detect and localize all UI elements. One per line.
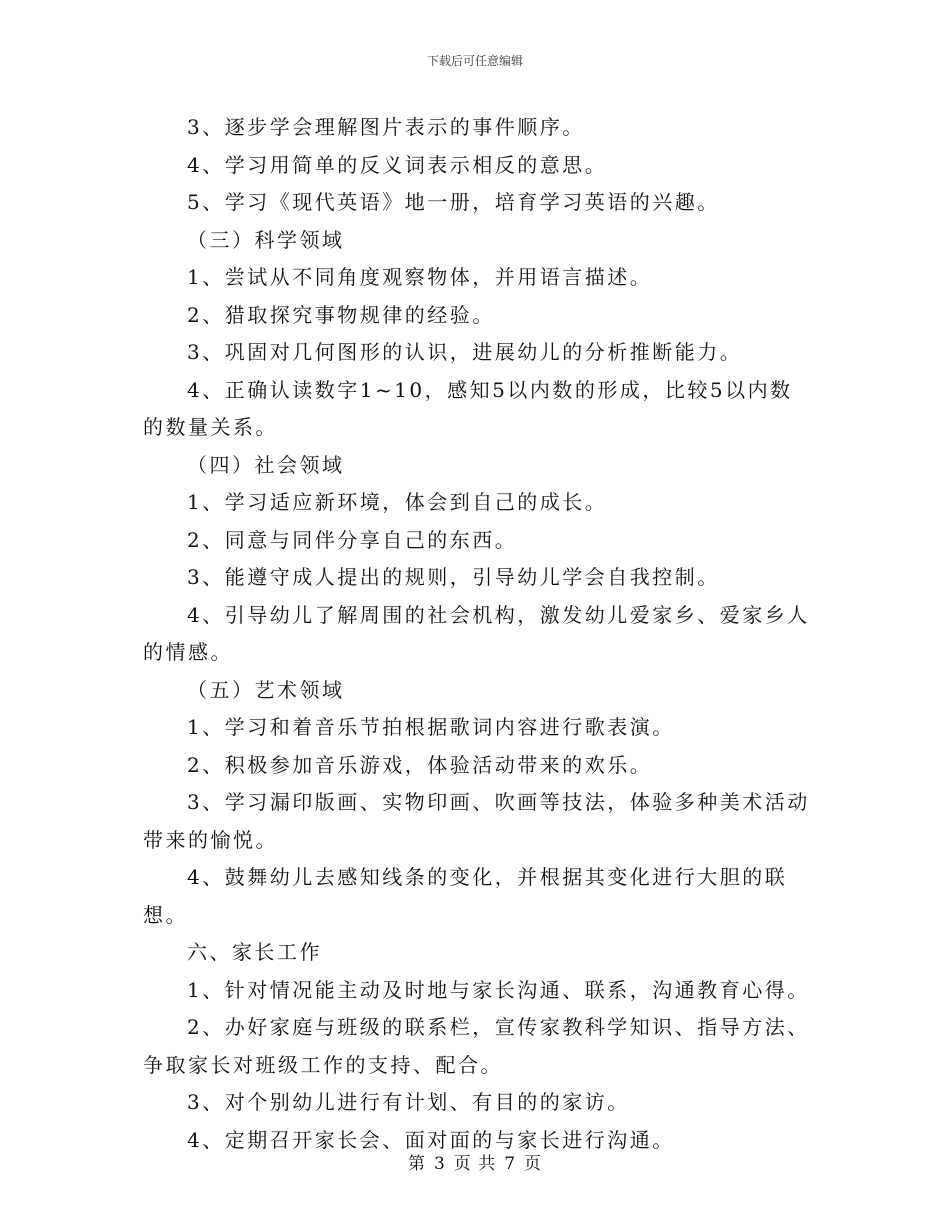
list-item: 2、积极参加音乐游戏，体验活动带来的欢乐。 bbox=[187, 752, 653, 777]
list-item: 1、针对情况能主动及时地与家长沟通、联系，沟通教育心得。 bbox=[187, 977, 810, 1002]
list-item: 2、同意与同伴分享自己的东西。 bbox=[187, 527, 518, 552]
section-heading: （四）社会领域 bbox=[187, 452, 345, 477]
page-header-note: 下载后可任意编辑 bbox=[426, 54, 523, 68]
list-item: 3、巩固对几何图形的认识，进展幼儿的分析推断能力。 bbox=[187, 340, 743, 364]
list-item: 5、学习《现代英语》地一册，培育学习英语的兴趣。 bbox=[187, 190, 720, 214]
section-heading: （三）科学领域 bbox=[187, 227, 345, 252]
section-heading: 六、家长工作 bbox=[187, 940, 322, 964]
list-item: 3、逐步学会理解图片表示的事件顺序。 bbox=[187, 115, 585, 139]
list-item: 3、学习漏印版画、实物印画、吹画等技法，体验多种美术活动带来的愉悦。 bbox=[143, 790, 810, 852]
page-label-suffix: 页 bbox=[524, 1154, 543, 1174]
list-item: 4、定期召开家长会、面对面的与家长进行沟通。 bbox=[187, 1127, 675, 1152]
list-item: 4、正确认读数字1~10，感知5以内数的形成，比较5以内数的数量关系。 bbox=[143, 377, 793, 439]
section-heading: （五）艺术领域 bbox=[187, 677, 345, 702]
list-item: 1、学习适应新环境，体会到自己的成长。 bbox=[187, 490, 608, 514]
list-item: 3、对个别幼儿进行有计划、有目的的家访。 bbox=[187, 1090, 630, 1114]
page-footer bbox=[0, 1153, 950, 1175]
list-item: 4、鼓舞幼儿去感知线条的变化，并根据其变化进行大胆的联想。 bbox=[143, 865, 788, 927]
page-label-middle: 页 共 bbox=[453, 1154, 497, 1174]
list-item: 4、引导幼儿了解周围的社会机构，激发幼儿爱家乡、爱家乡人的情感。 bbox=[143, 602, 810, 664]
list-item: 2、猎取探究事物规律的经验。 bbox=[187, 302, 495, 327]
list-item: 2、办好家庭与班级的联系栏，宣传家教科学知识、指导方法、争取家长对班级工作的支持、配合。 bbox=[143, 1015, 810, 1077]
list-item: 4、学习用简单的反义词表示相反的意思。 bbox=[187, 152, 608, 177]
list-item: 3、能遵守成人提出的规则，引导幼儿学会自我控制。 bbox=[187, 565, 720, 589]
list-item: 1、尝试从不同角度观察物体，并用语言描述。 bbox=[187, 265, 653, 289]
list-item: 1、学习和着音乐节拍根据歌词内容进行歌表演。 bbox=[187, 715, 675, 739]
page-label-prefix: 第 bbox=[407, 1154, 426, 1174]
current-page-number: 3 bbox=[433, 1154, 446, 1174]
total-pages-number: 7 bbox=[504, 1154, 517, 1174]
document-body bbox=[143, 109, 811, 1159]
